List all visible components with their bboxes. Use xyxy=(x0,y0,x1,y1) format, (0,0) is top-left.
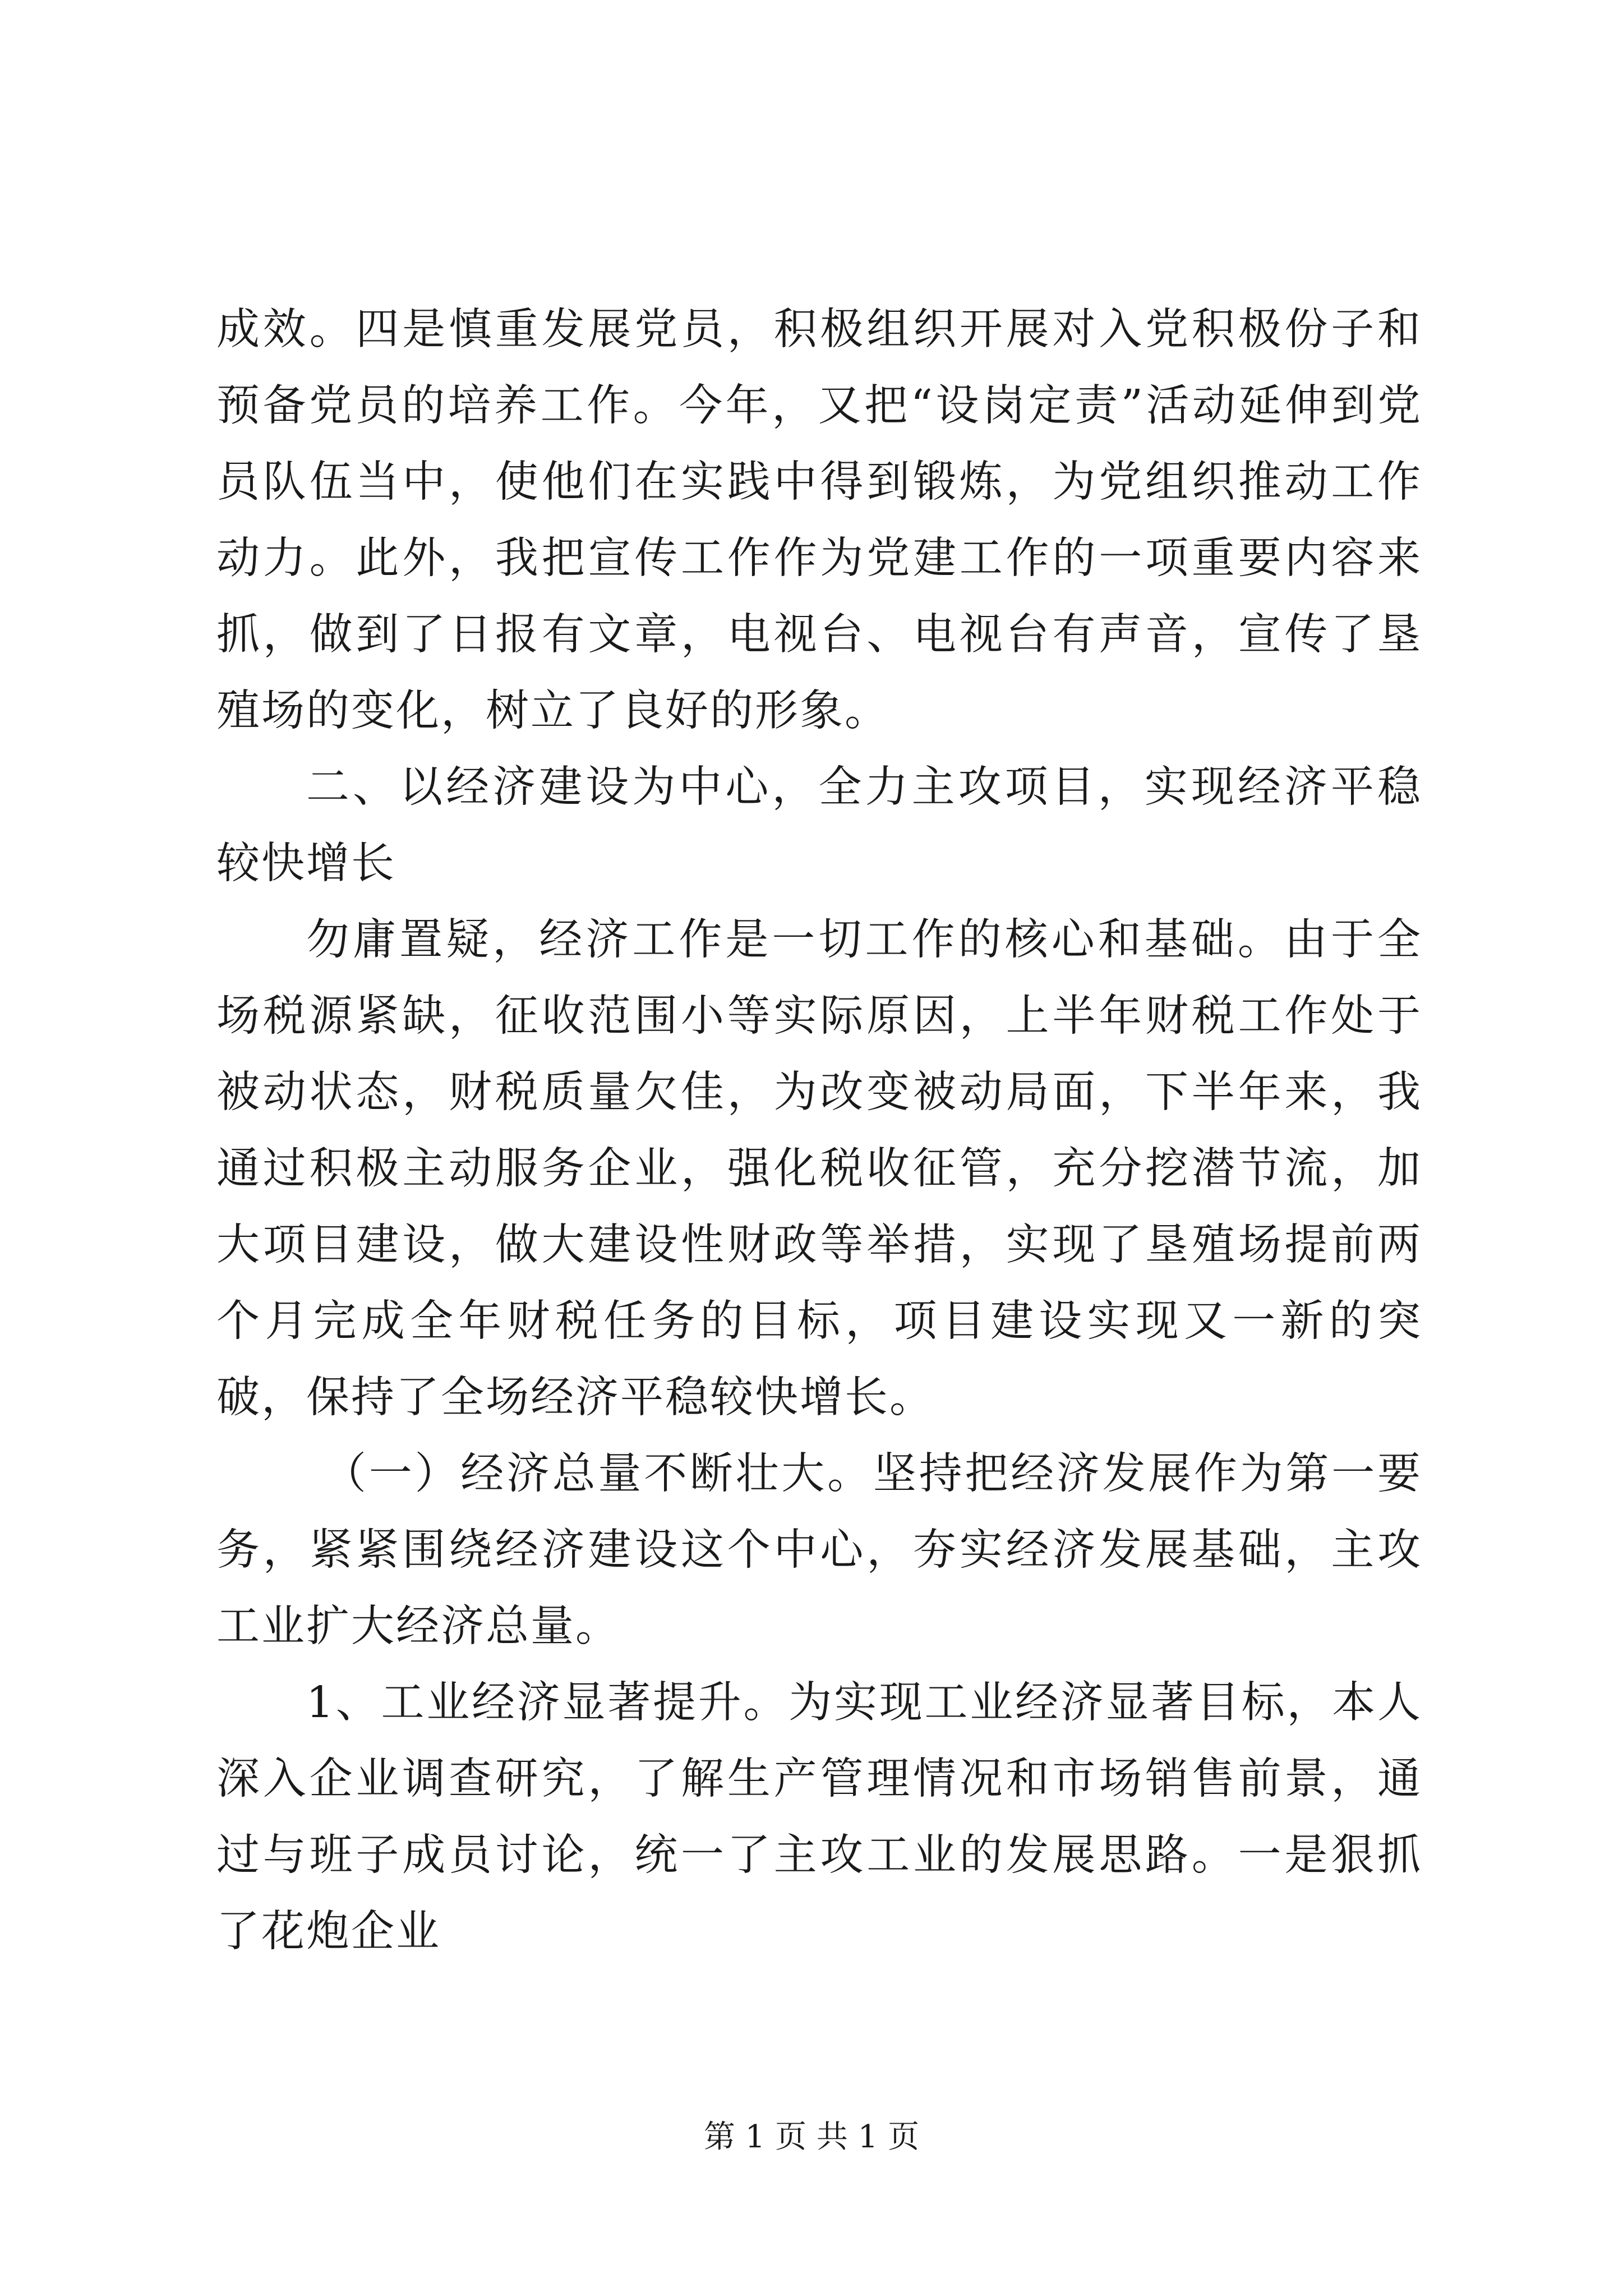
document-body xyxy=(216,292,1422,1970)
paragraph-industrial-economy: 1、工业经济显著提升。为实现工业经济显著目标，本人深入企业调查研究，了解生产管理情况和市场销售前景，通过与班子成员讨论，统一了主攻工业的发展思路。一是狠抓了花炮企业 xyxy=(216,1678,1422,1957)
section-heading-economic-construction: 二、以经济建设为中心，全力主攻项目，实现经济平稳较快增长 xyxy=(216,762,1422,889)
paragraph-economic-work: 勿庸置疑，经济工作是一切工作的核心和基础。由于全场税源紧缺，征收范围小等实际原因，上半年财税工作处于被动状态，财税质量欠佳，为改变被动局面，下半年来，我通过积极主动服务企业，强化税收征管，充分挖潜节流，加大项目建设，做大建设性财政等举措，实现了垦殖场提前两个月完成全年财税任务的目标，项目建设实现又一新的突破，保持了全场经济平稳较快增长。 xyxy=(216,915,1422,1423)
subheading-economic-total: （一）经济总量不断壮大。坚持把经济发展作为第一要务，紧紧围绕经济建设这个中心，夯实经济发展基础，主攻工业扩大经济总量。 xyxy=(216,1449,1422,1651)
page-number-footer: 第 1 页 共 1 页 xyxy=(703,2119,920,2155)
paragraph-party-building-continued: 成效。四是慎重发展党员，积极组织开展对入党积极份子和预备党员的培养工作。今年，又把“设岗定责”活动延伸到党员队伍当中，使他们在实践中得到锻炼，为党组织推动工作动力。此外，我把宣传工作作为党建工作的一项重要内容来抓，做到了日报有文章，电视台、电视台有声音，宣传了垦殖场的变化，树立了良好的形象。 xyxy=(216,305,1422,736)
